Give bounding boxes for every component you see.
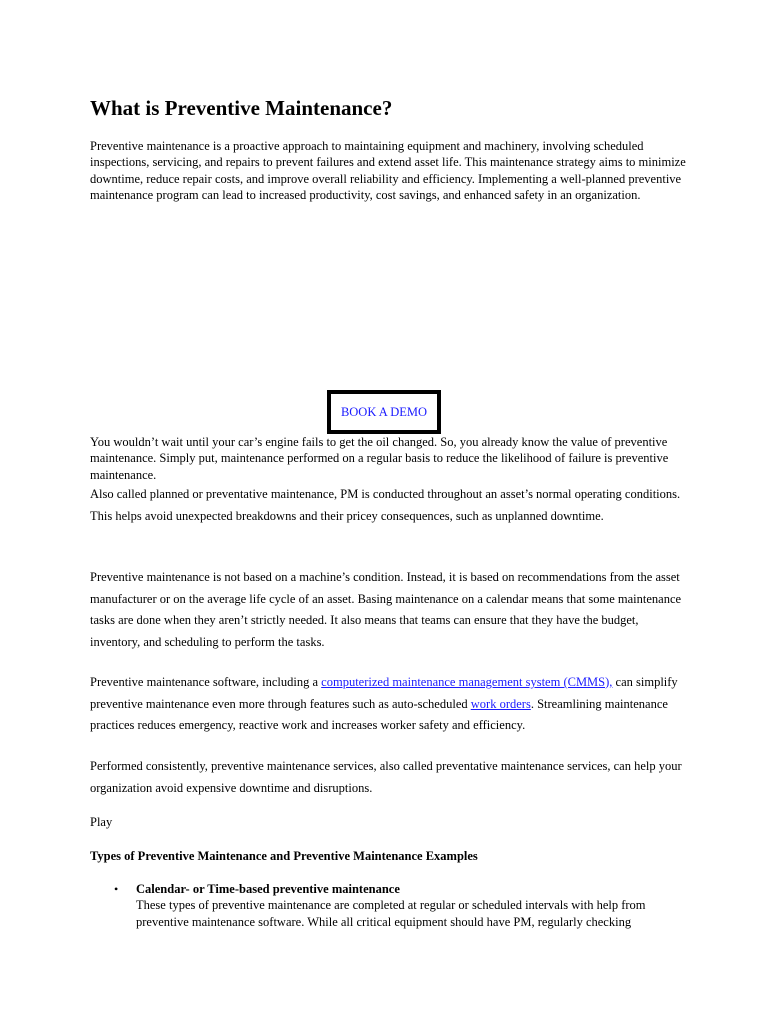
bullet-icon: • [114,882,119,896]
software-text-middle: can simplify preventive maintenance even more through features such as auto-scheduled [90,675,678,711]
types-heading: Types of Preventive Maintenance and Preventive Maintenance Examples [90,849,478,863]
book-demo-button[interactable]: BOOK A DEMO [340,404,428,419]
book-demo-box[interactable] [327,390,441,434]
oil-change-paragraph: You wouldn’t wait until your car’s engine fails to get the oil changed. So, you already know the value of preventive maintenance. Simply put, maintenance performed on a regular basis to reduce the likelihood of failure is preventive maintenance. [90,435,669,482]
work-orders-link[interactable]: work orders [470,696,531,711]
list-item-title: Calendar- or Time-based preventive maintenance [136,882,400,896]
list-item-body: These types of preventive maintenance are completed at regular or scheduled intervals with help from preventive maintenance software. While all critical equipment should have PM, regularly checking [136,898,646,929]
intro-paragraph: Preventive maintenance is a proactive approach to maintaining equipment and machinery, involving scheduled inspections, servicing, and repairs to prevent failures and extend asset life. This maintenance strategy aims to minimize downtime, reduce repair costs, and improve overall reliability and efficiency. Implementing a well-planned preventive maintenance program can lead to increased productivity, cost savings, and enhanced safety in an organization. [90,139,686,202]
page-title: What is Preventive Maintenance? [90,96,393,120]
performed-paragraph: Performed consistently, preventive maintenance services, also called preventative maintenance services, can help your organization avoid expensive downtime and disruptions. [90,759,682,795]
software-paragraph [90,672,690,737]
software-text-start: Preventive maintenance software, including a [90,675,322,689]
condition-paragraph: Preventive maintenance is not based on a machine’s condition. Instead, it is based on recommendations from the asset manufacturer or on the average life cycle of an asset. Basing maintenance on a calendar means that some maintenance tasks are done when they aren’t strictly needed. It also means that teams can ensure that they have the budget, inventory, and scheduling to perform the tasks. [90,570,682,649]
cmms-link[interactable]: computerized maintenance management system (CMMS), [321,675,613,689]
play-label[interactable]: Play [90,815,113,829]
list-item [112,881,702,930]
also-called-paragraph: Also called planned or preventative maintenance, PM is conducted throughout an asset’s normal operating conditions. This helps avoid unexpected breakdowns and their pricey consequences, such as unplanned downtime. [90,487,681,523]
software-text-end: . Streamlining maintenance practices reduces emergency, reactive work and increases worker safety and efficiency. [90,696,668,732]
types-list [112,881,702,930]
